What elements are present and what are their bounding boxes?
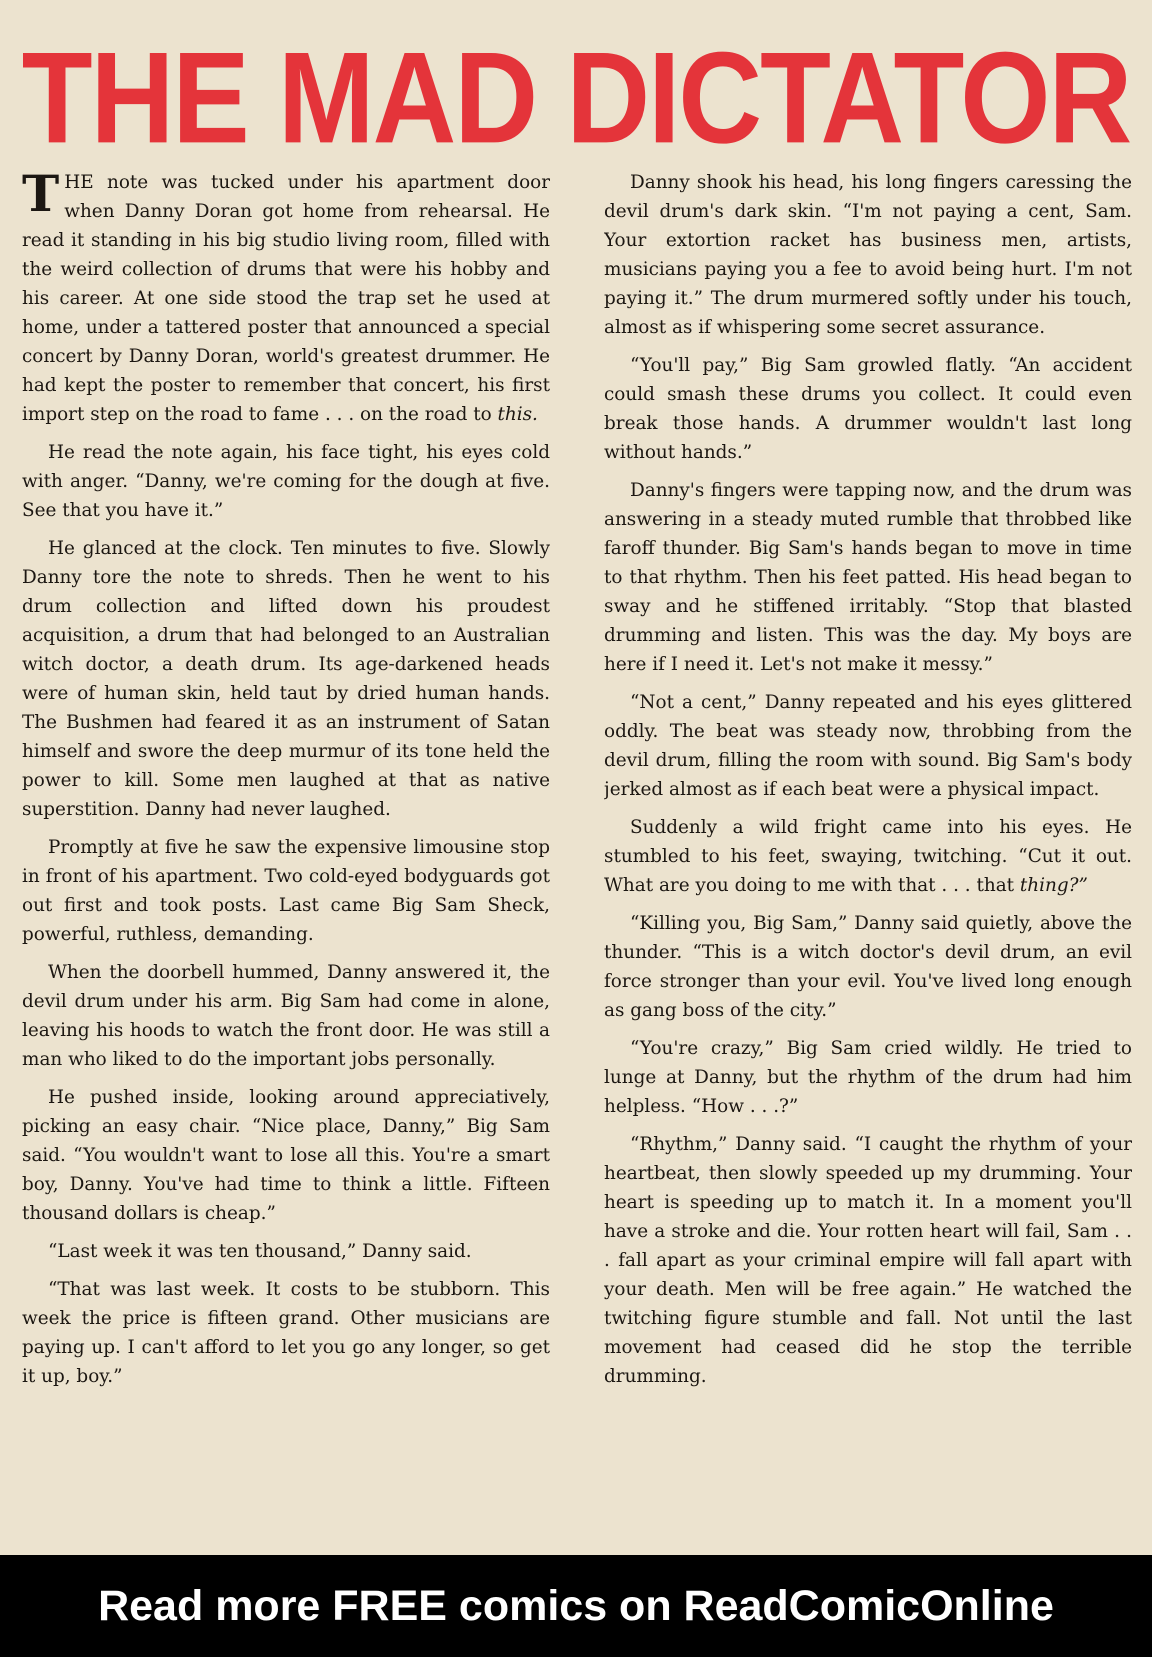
- emphasis-text: thing?”: [1019, 875, 1088, 896]
- paragraph: “You'll pay,” Big Sam growled flatly. “An accident could smash these drums you collect. It could even break those hands. A drummer wouldn't last long without hands.”: [604, 355, 1132, 463]
- drop-cap: T: [22, 168, 60, 223]
- emphasis-text: this.: [497, 404, 538, 425]
- paragraph: “Rhythm,” Danny said. “I caught the rhythm of your heartbeat, then slowly speeded up my drumming. Your heart is speeding up to match it. In a moment you'll have a stroke and die. Your rotten heart will fail, Sam . . . fall apart as your criminal empire will fall apart with your death. Men will be free again.” He watched the twitching figure stumble and fall. Not until the last movement had ceased did he stop the terrible drumming.: [604, 1134, 1132, 1387]
- paragraph: He read the note again, his face tight, his eyes cold with anger. “Danny, we're coming for the dough at five. See that you have it.”: [22, 442, 550, 521]
- paragraph-text: HE note was tucked under his apartment door when Danny Doran got home from rehearsal. He read it standing in his big studio living room, filled with the weird collection of drums that were his hobby and his career. At one side stood the trap set he used at home, under a tattered poster that announced a special concert by Danny Doran, world's greatest drummer. He had kept the poster to remember that concert, his first import step on the road to fame . . . on the road to: [22, 172, 550, 425]
- paragraph: “Killing you, Big Sam,” Danny said quietly, above the thunder. “This is a witch doctor's devil drum, an evil force stronger than your evil. You've lived long enough as gang boss of the city.”: [604, 913, 1132, 1021]
- paragraph: [604, 813, 1132, 900]
- promo-footer: Read more FREE comics on ReadComicOnline: [0, 1555, 1152, 1657]
- paragraph: He glanced at the clock. Ten minutes to five. Slowly Danny tore the note to shreds. Then he went to his drum collection and lifted down his proudest acquisition, a drum that had belonged to an Australian witch doctor, a death drum. Its age-darkened heads were of human skin, held taut by dried human hands. The Bushmen had feared it as an instrument of Satan himself and swore the deep murmur of its tone held the power to kill. Some men laughed at that as native superstition. Danny had never laughed.: [22, 538, 550, 820]
- paragraph: He pushed inside, looking around appreciatively, picking an easy chair. “Nice place, Danny,” Big Sam said. “You wouldn't want to lose all this. You're a smart boy, Danny. You've had time to think a little. Fifteen thousand dollars is cheap.”: [22, 1087, 550, 1224]
- left-column: [22, 168, 550, 1546]
- paragraph-text: Suddenly a wild fright came into his eyes. He stumbled to his feet, swaying, twitching. “Cut it out. What are you doing to me with that . . . that: [604, 817, 1132, 896]
- paragraph: Promptly at five he saw the expensive limousine stop in front of his apartment. Two cold-eyed bodyguards got out first and took posts. Last came Big Sam Sheck, powerful, ruthless, demanding.: [22, 837, 550, 945]
- paragraph: “You're crazy,” Big Sam cried wildly. He tried to lunge at Danny, but the rhythm of the drum had him helpless. “How . . .?”: [604, 1038, 1132, 1117]
- paragraph: Danny shook his head, his long fingers caressing the devil drum's dark skin. “I'm not paying a cent, Sam. Your extortion racket has business men, artists, musicians paying you a fee to avoid being hurt. I'm not paying it.” The drum murmered softly under his touch, almost as if whispering some secret assurance.: [604, 172, 1132, 338]
- paragraph: When the doorbell hummed, Danny answered it, the devil drum under his arm. Big Sam had come in alone, leaving his hoods to watch the front door. He was still a man who liked to do the important jobs personally.: [22, 962, 550, 1070]
- paragraph: [22, 168, 550, 429]
- paragraph: “That was last week. It costs to be stubborn. This week the price is fifteen grand. Other musicians are paying up. I can't afford to let you go any longer, so get it up, boy.”: [22, 1279, 550, 1387]
- paragraph: “Last week it was ten thousand,” Danny said.: [48, 1241, 472, 1262]
- paragraph: “Not a cent,” Danny repeated and his eyes glittered oddly. The beat was steady now, throbbing from the devil drum, filling the room with sound. Big Sam's body jerked almost as if each beat were a physical impact.: [604, 692, 1132, 800]
- paragraph: Danny's fingers were tapping now, and the drum was answering in a steady muted rumble that throbbed like faroff thunder. Big Sam's hands began to move in time to that rhythm. Then his feet patted. His head began to sway and he stiffened irritably. “Stop that blasted drumming and listen. This was the day. My boys are here if I need it. Let's not make it messy.”: [604, 480, 1132, 675]
- story-title: THE MAD DICTATOR: [21, 24, 1131, 171]
- right-column: [604, 168, 1132, 1546]
